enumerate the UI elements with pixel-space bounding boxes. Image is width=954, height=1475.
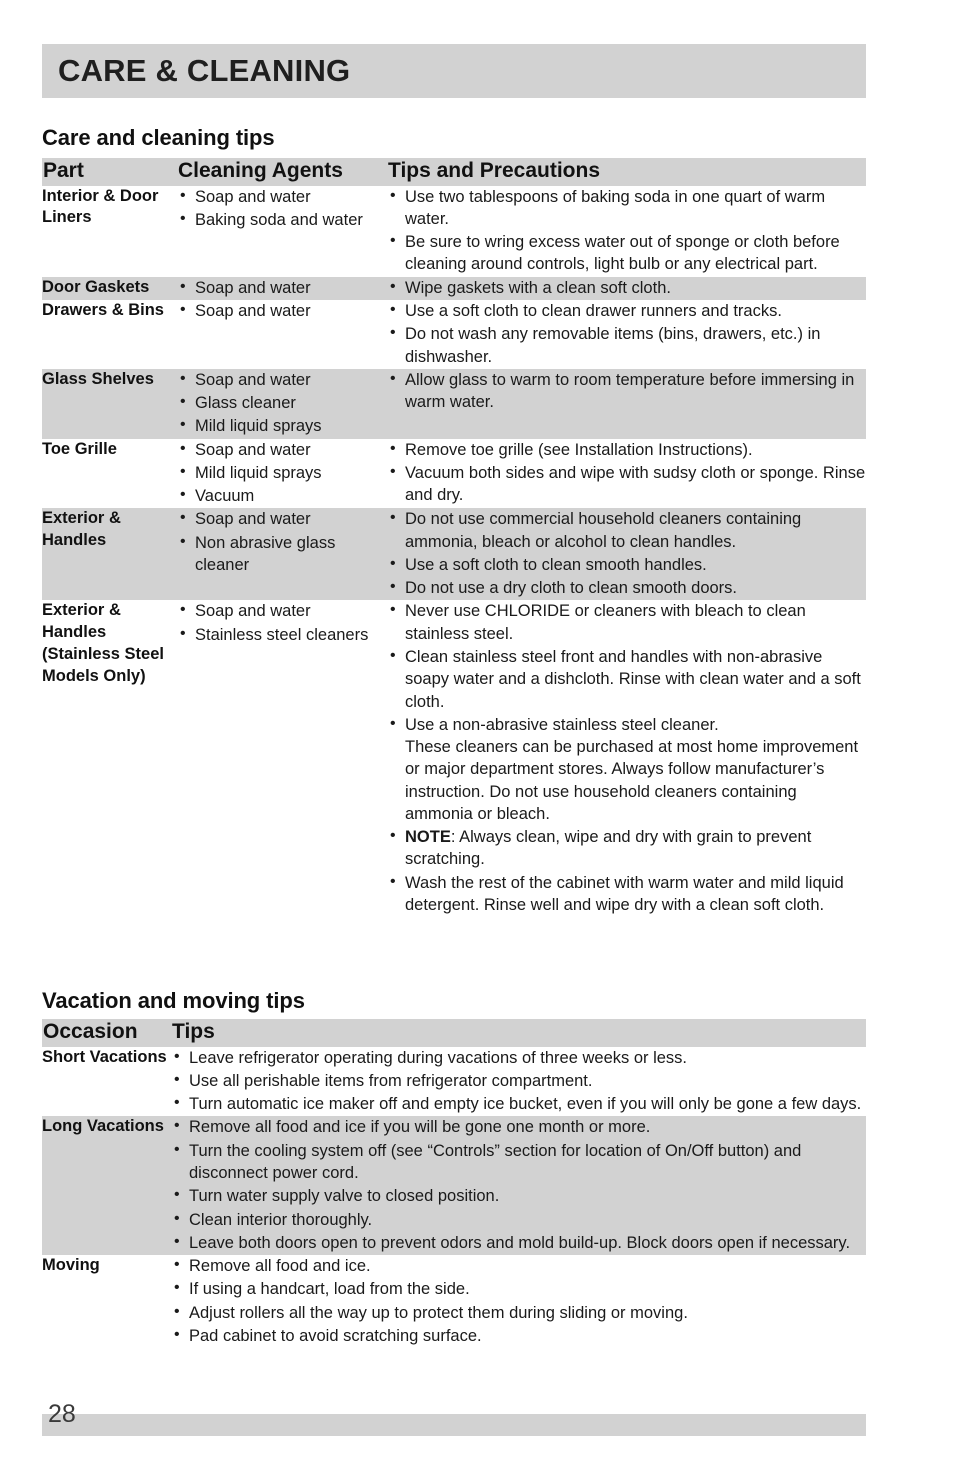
list-item: • Soap and water: [178, 300, 388, 322]
tips-list: [388, 277, 866, 299]
table-row: [42, 1116, 866, 1255]
cell-part-name: Exterior & Handles (Stainless Steel Models Only): [42, 600, 178, 917]
cell-tips-and-precautions: [388, 600, 866, 917]
cleaning-agents-list: [178, 600, 388, 646]
tips-list: [388, 186, 866, 276]
list-item: • Be sure to wring excess water out of sponge or cloth before cleaning around controls, light bulb or any electrical part.: [388, 231, 866, 276]
table-row: [42, 439, 866, 509]
tips-list: [388, 600, 866, 916]
care-table-header-row: [42, 158, 866, 186]
list-item: • Use a soft cloth to clean smooth handles.: [388, 554, 866, 576]
list-item: • Remove all food and ice.: [172, 1255, 866, 1277]
list-item: • Allow glass to warm to room temperature before immersing in warm water.: [388, 369, 866, 414]
cell-tips-and-precautions: [388, 300, 866, 369]
list-item: • Remove all food and ice if you will be gone one month or more.: [172, 1116, 866, 1138]
care-and-cleaning-table: [42, 158, 866, 917]
list-item: • Adjust rollers all the way up to protect them during sliding or moving.: [172, 1302, 866, 1324]
column-header-tips-and-precautions: Tips and Precautions: [388, 158, 866, 186]
cell-cleaning-agents: [178, 439, 388, 509]
list-item: • Soap and water: [178, 369, 388, 391]
table-row: [42, 600, 866, 917]
list-item: • Leave refrigerator operating during vacations of three weeks or less.: [172, 1047, 866, 1069]
list-item: • Soap and water: [178, 186, 388, 208]
footer-bar: [42, 1414, 866, 1436]
table-row: [42, 300, 866, 369]
list-item: • Use a non-abrasive stainless steel cleaner. These cleaners can be purchased at most home improvement or major department stores. Always follow manufacturer’s instruction. Do not use household cleaners containing ammonia or bleach.: [388, 714, 866, 825]
list-item: • Soap and water: [178, 508, 388, 530]
table-row: [42, 186, 866, 277]
list-item: • Leave both doors open to prevent odors and mold build-up. Block doors open if necessary.: [172, 1232, 866, 1254]
cell-tips-and-precautions: [388, 277, 866, 300]
tips-list: [172, 1116, 866, 1254]
tips-list: [388, 439, 866, 507]
cleaning-agents-list: [178, 186, 388, 232]
chapter-title: CARE & CLEANING: [58, 53, 351, 88]
tips-list: [388, 300, 866, 368]
cell-part-name: Door Gaskets: [42, 277, 178, 300]
cell-part-name: Toe Grille: [42, 439, 178, 509]
list-item: • Mild liquid sprays: [178, 462, 388, 484]
list-item: • Stainless steel cleaners: [178, 624, 388, 646]
vacation-and-moving-table: [42, 1019, 866, 1348]
list-item: • Turn automatic ice maker off and empty ice bucket, even if you will only be gone a few days.: [172, 1093, 866, 1115]
list-item: • Glass cleaner: [178, 392, 388, 414]
cell-part-name: Glass Shelves: [42, 369, 178, 439]
list-item: • Use a soft cloth to clean drawer runners and tracks.: [388, 300, 866, 322]
list-item: • Turn the cooling system off (see “Controls” section for location of On/Off button) and disconnect power cord.: [172, 1140, 866, 1185]
cell-tips: [172, 1047, 866, 1117]
cell-cleaning-agents: [178, 369, 388, 439]
section-heading-vacation: Vacation and moving tips: [42, 988, 305, 1013]
cleaning-agents-list: [178, 439, 388, 508]
list-item: • Do not wash any removable items (bins, drawers, etc.) in dishwasher.: [388, 323, 866, 368]
list-item: • Non abrasive glass cleaner: [178, 532, 388, 577]
list-item: • Use two tablespoons of baking soda in one quart of warm water.: [388, 186, 866, 231]
list-item: • Vacuum: [178, 485, 388, 507]
section-heading-care: Care and cleaning tips: [42, 125, 275, 150]
list-item: • NOTE: Always clean, wipe and dry with grain to prevent scratching.: [388, 826, 866, 871]
list-item: • Do not use a dry cloth to clean smooth doors.: [388, 577, 866, 599]
cleaning-agents-list: [178, 369, 388, 438]
column-header-occasion: Occasion: [42, 1019, 172, 1047]
cell-tips: [172, 1116, 866, 1255]
table-row: [42, 1047, 866, 1117]
table-row: [42, 508, 866, 600]
cell-tips-and-precautions: [388, 186, 866, 277]
column-header-tips: Tips: [172, 1019, 866, 1047]
list-item: • Do not use commercial household cleaners containing ammonia, bleach or alcohol to clean handles.: [388, 508, 866, 553]
cell-part-name: Interior & Door Liners: [42, 186, 178, 277]
cell-tips: [172, 1255, 866, 1348]
list-item-continuation: These cleaners can be purchased at most home improvement or major department stores. Always follow manufacturer’s instruction. Do not use household cleaners containing ammonia or bleach.: [405, 738, 859, 823]
tips-list: [388, 369, 866, 414]
vacation-table-header-row: [42, 1019, 866, 1047]
cleaning-agents-list: [178, 508, 388, 576]
cell-occasion: Moving: [42, 1255, 172, 1348]
cell-tips-and-precautions: [388, 369, 866, 439]
column-header-cleaning-agents: Cleaning Agents: [178, 158, 388, 186]
cell-part-name: Drawers & Bins: [42, 300, 178, 369]
cell-tips-and-precautions: [388, 439, 866, 509]
cell-cleaning-agents: [178, 508, 388, 600]
list-item: • Soap and water: [178, 600, 388, 622]
tips-list: [388, 508, 866, 599]
cell-part-name: Exterior & Handles: [42, 508, 178, 600]
list-item: • Clean interior thoroughly.: [172, 1209, 866, 1231]
list-item: • Wash the rest of the cabinet with warm water and mild liquid detergent. Rinse well and wipe dry with a clean soft cloth.: [388, 872, 866, 917]
chapter-title-bar: [42, 44, 866, 98]
list-item: • Baking soda and water: [178, 209, 388, 231]
cell-cleaning-agents: [178, 600, 388, 917]
list-item: • Clean stainless steel front and handles with non-abrasive soapy water and a dishcloth. Rinse with clean water and a soft cloth.: [388, 646, 866, 713]
list-item: • Soap and water: [178, 439, 388, 461]
list-item: • Vacuum both sides and wipe with sudsy cloth or sponge. Rinse and dry.: [388, 462, 866, 507]
list-item: • Wipe gaskets with a clean soft cloth.: [388, 277, 866, 299]
cell-occasion: Short Vacations: [42, 1047, 172, 1117]
list-item: • If using a handcart, load from the side.: [172, 1278, 866, 1300]
table-row: [42, 277, 866, 300]
list-item: • Mild liquid sprays: [178, 415, 388, 437]
cell-cleaning-agents: [178, 300, 388, 369]
list-item: • Use all perishable items from refrigerator compartment.: [172, 1070, 866, 1092]
cell-cleaning-agents: [178, 277, 388, 300]
table-row: [42, 1255, 866, 1348]
tips-list: [172, 1255, 866, 1347]
table-row: [42, 369, 866, 439]
column-header-part: Part: [42, 158, 178, 186]
cleaning-agents-list: [178, 300, 388, 322]
tips-list: [172, 1047, 866, 1116]
list-item: • Soap and water: [178, 277, 388, 299]
list-item: • Turn water supply valve to closed position.: [172, 1185, 866, 1207]
list-item: • Pad cabinet to avoid scratching surface.: [172, 1325, 866, 1347]
list-item: • Remove toe grille (see Installation Instructions).: [388, 439, 866, 461]
page-number: 28: [48, 1400, 76, 1428]
cleaning-agents-list: [178, 277, 388, 299]
cell-tips-and-precautions: [388, 508, 866, 600]
cell-cleaning-agents: [178, 186, 388, 277]
list-item: • Never use CHLORIDE or cleaners with bleach to clean stainless steel.: [388, 600, 866, 645]
cell-occasion: Long Vacations: [42, 1116, 172, 1255]
